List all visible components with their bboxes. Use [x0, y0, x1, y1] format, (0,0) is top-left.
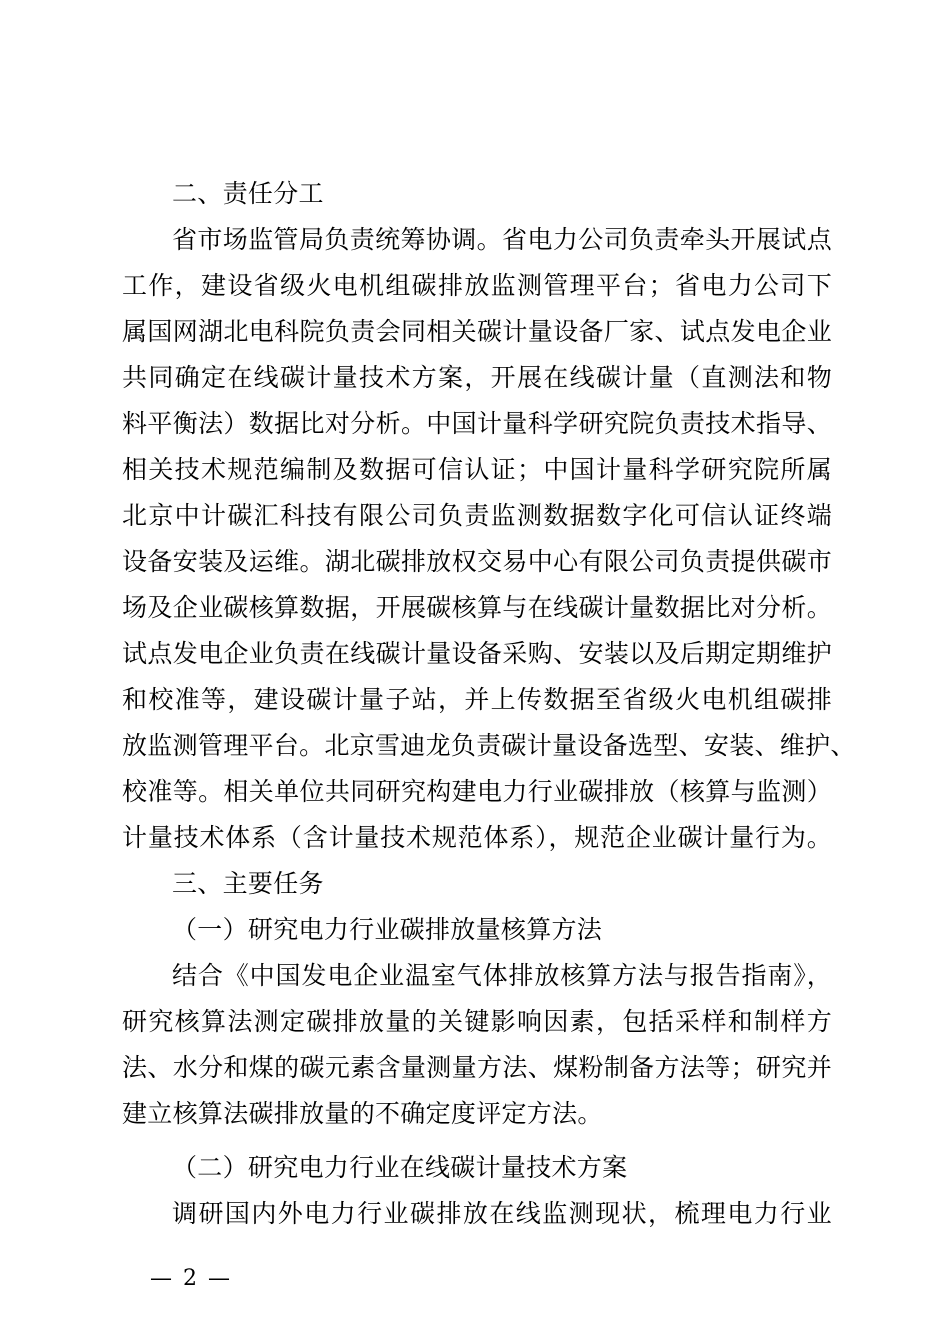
subsection-heading-accounting-method: （一）研究电力行业碳排放量核算方法	[172, 915, 603, 944]
paragraph-online-metering	[122, 1191, 832, 1237]
paragraph-line: 共同确定在线碳计量技术方案，开展在线碳计量（直测法和物	[122, 363, 832, 392]
subsection-heading-online-metering: （二）研究电力行业在线碳计量技术方案	[172, 1153, 628, 1182]
page-number: — 2 —	[150, 1266, 232, 1291]
paragraph-line: 和校准等，建设碳计量子站，并上传数据至省级火电机组碳排	[122, 685, 832, 714]
paragraph-line: 相关技术规范编制及数据可信认证；中国计量科学研究院所属	[122, 455, 832, 484]
document-body	[122, 171, 856, 1237]
paragraph-line: 料平衡法）数据比对分析。中国计量科学研究院负责技术指导、	[122, 409, 832, 438]
section-heading-responsibilities: 二、责任分工	[172, 179, 324, 208]
paragraph-line: 研究核算法测定碳排放量的关键影响因素，包括采样和制样方	[122, 1007, 832, 1036]
paragraph-line: 计量技术体系（含计量技术规范体系），规范企业碳计量行为。	[122, 823, 832, 852]
paragraph-line: 调研国内外电力行业碳排放在线监测现状，梳理电力行业	[172, 1199, 832, 1228]
paragraph-responsibilities	[122, 217, 856, 861]
paragraph-line: 法、水分和煤的碳元素含量测量方法、煤粉制备方法等；研究并	[122, 1053, 832, 1082]
paragraph-line: 场及企业碳核算数据，开展碳核算与在线碳计量数据比对分析。	[122, 593, 832, 622]
paragraph-line: 工作，建设省级火电机组碳排放监测管理平台；省电力公司下	[122, 271, 832, 300]
paragraph-line: 北京中计碳汇科技有限公司负责监测数据数字化可信认证终端	[122, 501, 832, 530]
paragraph-line: 放监测管理平台。北京雪迪龙负责碳计量设备选型、安装、维护、	[122, 731, 856, 760]
paragraph-line: 省市场监管局负责统筹协调。省电力公司负责牵头开展试点	[172, 225, 832, 254]
paragraph-line: 结合《中国发电企业温室气体排放核算方法与报告指南》，	[172, 961, 832, 990]
section-heading-main-tasks: 三、主要任务	[172, 869, 324, 898]
paragraph-line: 建立核算法碳排放量的不确定度评定方法。	[122, 1099, 603, 1128]
paragraph-line: 试点发电企业负责在线碳计量设备采购、安装以及后期定期维护	[122, 639, 832, 668]
paragraph-line: 校准等。相关单位共同研究构建电力行业碳排放（核算与监测）	[122, 777, 832, 806]
paragraph-line: 设备安装及运维。湖北碳排放权交易中心有限公司负责提供碳市	[122, 547, 832, 576]
paragraph-accounting-method	[122, 953, 832, 1137]
paragraph-line: 属国网湖北电科院负责会同相关碳计量设备厂家、试点发电企业	[122, 317, 832, 346]
